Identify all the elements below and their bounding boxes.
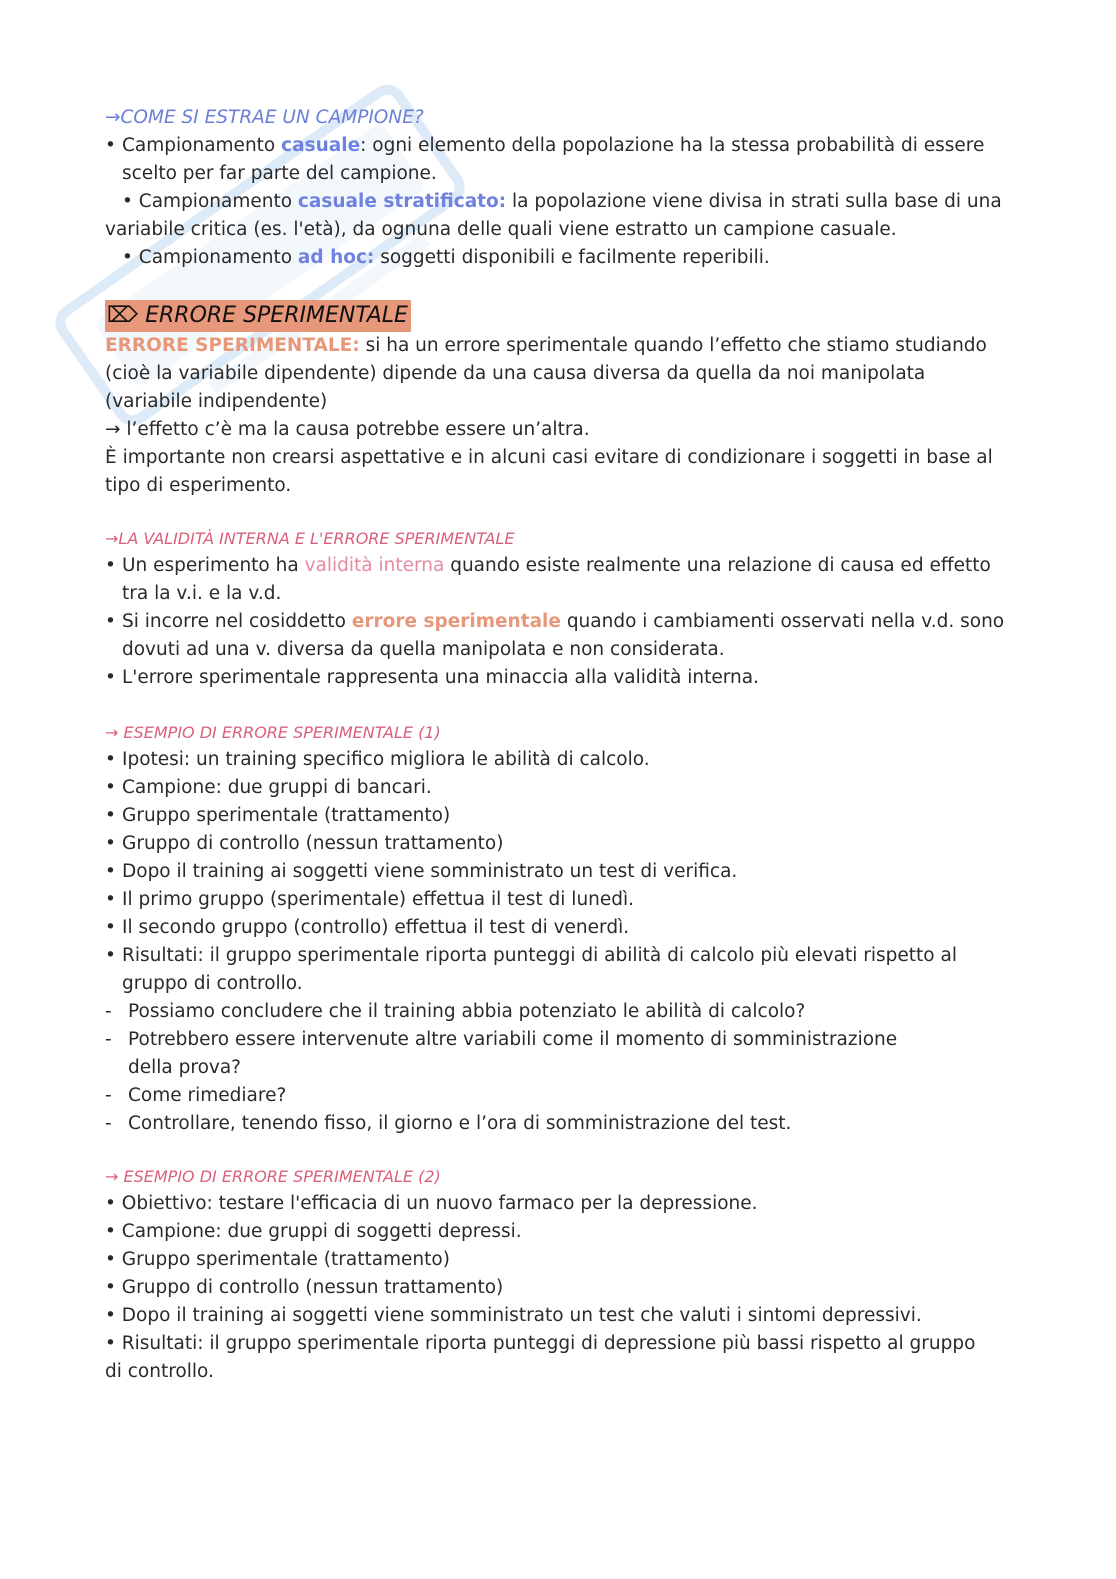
dash-marker: - (105, 1085, 112, 1106)
term-ad-hoc: ad hoc: (297, 247, 375, 268)
dash-marker: - (105, 1029, 112, 1050)
item-text: • Campionamento (122, 247, 298, 268)
item-text: Campionamento (122, 135, 282, 156)
validita-heading: →LA VALIDITÀ INTERNA E L'ERRORE SPERIMENTALE (105, 529, 515, 548)
list-item: • Dopo il training ai soggetti viene somministrato un test che valuti i sintomi depressivi. (105, 1305, 922, 1326)
list-item (105, 774, 1005, 802)
item-text: quando i cambiamenti osservati nella v.d. sono (560, 611, 1005, 632)
list-item (105, 132, 1005, 160)
list-item: • Obiettivo: testare l'efficacia di un nuovo farmaco per la depressione. (105, 1193, 758, 1214)
item-text: soggetti disponibili e facilmente reperibili. (374, 247, 770, 268)
bullet-marker: • (105, 667, 116, 688)
term-errore-sperimentale: ERRORE SPERIMENTALE: (105, 335, 360, 356)
item-text: Gruppo sperimentale (trattamento) (122, 805, 451, 826)
item-text: Un esperimento ha (122, 555, 305, 576)
list-item (105, 830, 1005, 858)
bullet-marker: • (105, 135, 116, 156)
item-text: Risultati: il gruppo sperimentale riporta punteggi di abilità di calcolo più elevati rispetto al (122, 945, 957, 966)
item-text-continued: dovuti ad una v. diversa da quella manipolata e non considerata. (122, 639, 725, 660)
term-validita-interna: validità interna (304, 555, 445, 576)
list-item (105, 802, 1005, 830)
definition (105, 332, 1005, 360)
definition-text: si ha un errore sperimentale quando l’effetto che stiamo studiando (359, 335, 987, 356)
item-text-continued: di controllo. (105, 1361, 214, 1382)
dash-item (105, 1026, 1005, 1054)
term-errore-sperimentale: errore sperimentale (351, 611, 561, 632)
item-text-continued: della prova? (128, 1057, 241, 1078)
item-text-continued: gruppo di controllo. (122, 973, 303, 994)
item-text: Come rimediare? (128, 1085, 287, 1106)
esempio1-heading: → ESEMPIO DI ERRORE SPERIMENTALE (1) (105, 723, 441, 742)
dash-marker: - (105, 1113, 112, 1134)
item-text: Ipotesi: un training specifico migliora le abilità di calcolo. (122, 749, 650, 770)
item-text: quando esiste realmente una relazione di causa ed effetto (444, 555, 991, 576)
section-title-text: ERRORE SPERIMENTALE (145, 303, 408, 328)
arrow-note: → l’effetto c’è ma la causa potrebbe essere un’altra. (105, 419, 590, 440)
term-casuale-stratificato: casuale stratificato: (297, 191, 507, 212)
item-text: Possiamo concludere che il training abbia potenziato le abilità di calcolo? (128, 1001, 806, 1022)
item-text-continued: scelto per far parte del campione. (122, 163, 437, 184)
list-item: • Gruppo di controllo (nessun trattamento) (105, 1277, 504, 1298)
item-text: Il primo gruppo (sperimentale) effettua il test di lunedì. (122, 889, 635, 910)
list-item (105, 858, 1005, 886)
list-item (105, 608, 1005, 636)
list-item (105, 746, 1005, 774)
list-item (105, 886, 1005, 914)
bullet-marker: • (105, 805, 116, 826)
bullet-marker: • (105, 861, 116, 882)
dash-item (105, 998, 1005, 1026)
list-item (105, 552, 1005, 580)
note-text: È importante non crearsi aspettative e in alcuni casi evitare di condizionare i soggetti in base al (105, 447, 993, 468)
item-text-continued: tra la v.i. e la v.d. (122, 583, 282, 604)
bullet-marker: • (105, 749, 116, 770)
item-text: Potrebbero essere intervenute altre variabili come il momento di somministrazione (128, 1029, 898, 1050)
item-text-continued: variabile critica (es. l'età), da ognuna delle quali viene estratto un campione casuale. (105, 219, 897, 240)
dash-item (105, 1082, 1005, 1110)
list-item: • Gruppo sperimentale (trattamento) (105, 1249, 450, 1270)
bullet-marker: • (105, 945, 116, 966)
bullet-marker: • (105, 833, 116, 854)
list-item: • Campione: due gruppi di soggetti depressi. (105, 1221, 522, 1242)
item-text: Il secondo gruppo (controllo) effettua il test di venerdì. (122, 917, 630, 938)
definition-text: (cioè la variabile dipendente) dipende da una causa diversa da quella da noi manipolata (105, 363, 926, 384)
item-text: Controllare, tenendo fisso, il giorno e l’ora di somministrazione del test. (128, 1113, 792, 1134)
list-item (105, 914, 1005, 942)
bullet-marker: • (105, 611, 116, 632)
dash-item (105, 1110, 1005, 1138)
dash-marker: - (105, 1001, 112, 1022)
list-item: • Risultati: il gruppo sperimentale riporta punteggi di depressione più bassi rispetto al gruppo (105, 1333, 976, 1354)
bullet-marker: • (105, 777, 116, 798)
definition-text: (variabile indipendente) (105, 391, 328, 412)
item-text: Dopo il training ai soggetti viene somministrato un test di verifica. (122, 861, 738, 882)
list-item (105, 188, 1005, 216)
list-item (105, 664, 1005, 692)
item-text: : ogni elemento della popolazione ha la stessa probabilità di essere (360, 135, 985, 156)
bullet-marker: • (105, 555, 116, 576)
item-text: • Campionamento (122, 191, 298, 212)
esempio2-heading: → ESEMPIO DI ERRORE SPERIMENTALE (2) (105, 1167, 441, 1186)
note-text: tipo di esperimento. (105, 475, 292, 496)
section-title-errore (105, 300, 411, 332)
item-text: la popolazione viene divisa in strati sulla base di una (506, 191, 1002, 212)
bullet-marker: • (105, 889, 116, 910)
item-text: Campione: due gruppi di bancari. (122, 777, 432, 798)
term-casuale: casuale (281, 135, 361, 156)
list-item (105, 942, 1005, 970)
item-text: Gruppo di controllo (nessun trattamento) (122, 833, 504, 854)
campione-heading: →COME SI ESTRAE UN CAMPIONE? (105, 107, 424, 128)
item-text: Si incorre nel cosiddetto (122, 611, 352, 632)
bullet-marker: • (105, 917, 116, 938)
delete-box-icon: ⌦ (107, 303, 139, 328)
page-content (105, 104, 1005, 1386)
item-text: L'errore sperimentale rappresenta una minaccia alla validità interna. (122, 667, 759, 688)
list-item (105, 244, 1005, 272)
